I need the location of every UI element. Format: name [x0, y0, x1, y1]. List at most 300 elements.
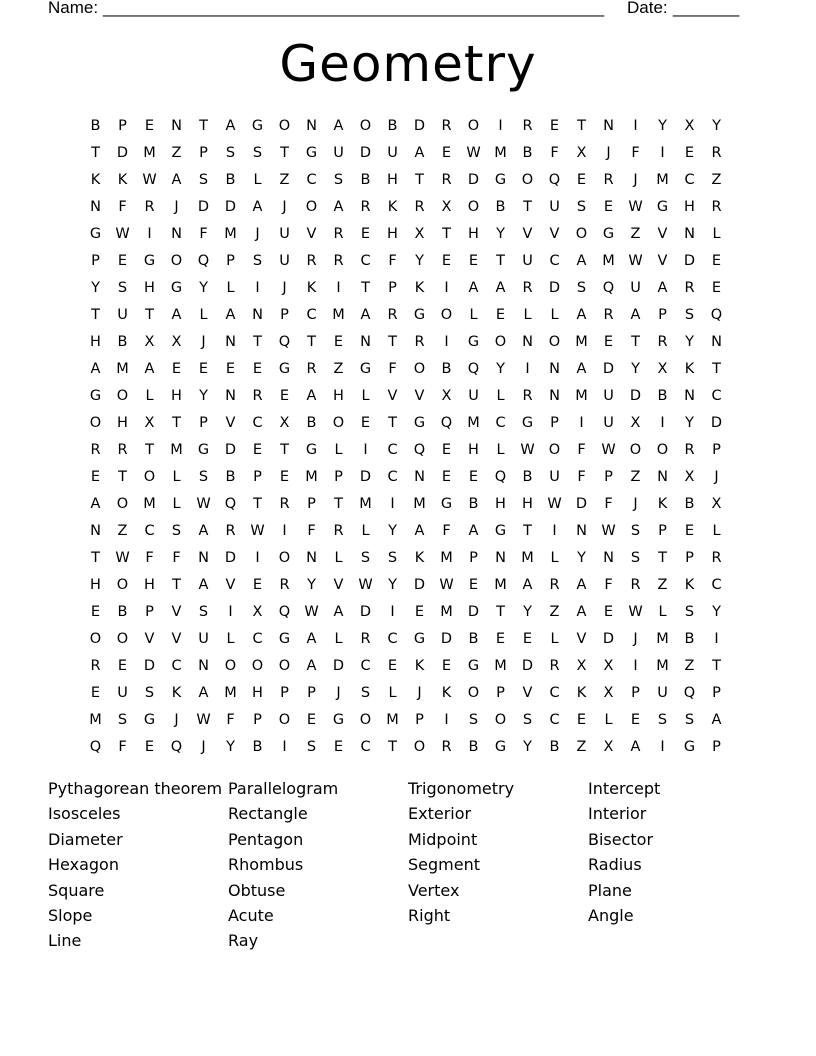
grid-letter[interactable]: H	[468, 441, 479, 458]
grid-letter[interactable]: R	[117, 441, 128, 458]
grid-letter[interactable]: S	[117, 711, 128, 728]
grid-letter[interactable]: X	[441, 198, 452, 215]
grid-letter[interactable]: W	[628, 603, 643, 620]
grid-letter[interactable]: C	[387, 468, 398, 485]
grid-letter[interactable]: X	[603, 738, 614, 755]
grid-letter[interactable]: S	[171, 522, 182, 539]
grid-letter[interactable]: G	[143, 711, 156, 728]
grid-letter[interactable]: O	[494, 333, 507, 350]
grid-letter[interactable]: V	[171, 603, 182, 620]
grid-letter[interactable]: M	[143, 495, 156, 512]
grid-letter[interactable]: O	[89, 414, 102, 431]
grid-letter[interactable]: T	[388, 738, 397, 755]
grid-letter[interactable]: N	[684, 387, 695, 404]
grid-letter[interactable]: S	[630, 549, 641, 566]
grid-letter[interactable]: I	[255, 549, 260, 566]
grid-letter[interactable]: V	[522, 684, 533, 701]
grid-letter[interactable]: T	[280, 144, 289, 161]
grid-letter[interactable]: G	[683, 738, 696, 755]
grid-letter[interactable]: N	[414, 468, 425, 485]
grid-letter[interactable]: T	[91, 144, 100, 161]
grid-letter[interactable]: Y	[496, 360, 505, 377]
grid-letter[interactable]: Z	[630, 468, 641, 485]
grid-letter[interactable]: A	[657, 279, 668, 296]
grid-letter[interactable]: O	[359, 711, 372, 728]
grid-letter[interactable]: G	[359, 360, 372, 377]
grid-letter[interactable]: A	[306, 630, 317, 647]
grid-letter[interactable]: A	[360, 306, 371, 323]
grid-letter[interactable]: A	[576, 360, 587, 377]
grid-letter[interactable]: D	[521, 657, 534, 674]
grid-letter[interactable]: S	[117, 279, 128, 296]
grid-letter[interactable]: P	[226, 252, 235, 269]
grid-letter[interactable]: B	[90, 117, 101, 134]
grid-letter[interactable]: M	[494, 144, 507, 161]
grid-letter[interactable]: O	[278, 117, 291, 134]
grid-letter[interactable]: J	[282, 279, 287, 296]
grid-letter[interactable]: V	[225, 576, 236, 593]
grid-letter[interactable]: E	[468, 468, 479, 485]
grid-letter[interactable]: M	[143, 144, 156, 161]
grid-letter[interactable]: P	[388, 279, 397, 296]
grid-letter[interactable]: C	[684, 171, 695, 188]
grid-letter[interactable]: C	[360, 657, 371, 674]
grid-letter[interactable]: M	[413, 495, 426, 512]
grid-letter[interactable]: G	[440, 495, 453, 512]
grid-letter[interactable]: A	[576, 576, 587, 593]
grid-letter[interactable]: O	[575, 225, 588, 242]
grid-letter[interactable]: A	[198, 576, 209, 593]
grid-letter[interactable]: E	[684, 144, 695, 161]
grid-letter[interactable]: X	[441, 387, 452, 404]
grid-letter[interactable]: Y	[712, 117, 721, 134]
grid-letter[interactable]: R	[441, 117, 452, 134]
grid-letter[interactable]: E	[198, 360, 209, 377]
grid-letter[interactable]: C	[387, 441, 398, 458]
grid-letter[interactable]: V	[657, 225, 668, 242]
grid-letter[interactable]: C	[171, 657, 182, 674]
grid-letter[interactable]: N	[360, 333, 371, 350]
grid-letter[interactable]: M	[575, 387, 588, 404]
grid-letter[interactable]: G	[278, 360, 291, 377]
grid-letter[interactable]: A	[333, 117, 344, 134]
grid-letter[interactable]: U	[279, 252, 290, 269]
grid-letter[interactable]: T	[388, 414, 397, 431]
grid-letter[interactable]: T	[442, 225, 451, 242]
grid-letter[interactable]: L	[469, 306, 478, 323]
grid-letter[interactable]: E	[252, 576, 263, 593]
grid-letter[interactable]: D	[359, 468, 372, 485]
grid-letter[interactable]: P	[658, 306, 667, 323]
grid-letter[interactable]: B	[117, 333, 128, 350]
grid-letter[interactable]: K	[576, 684, 587, 701]
grid-letter[interactable]: N	[252, 306, 263, 323]
grid-letter[interactable]: J	[417, 684, 422, 701]
grid-letter[interactable]: N	[711, 333, 722, 350]
grid-letter[interactable]: C	[252, 630, 263, 647]
grid-letter[interactable]: D	[413, 576, 426, 593]
grid-letter[interactable]: F	[118, 198, 127, 215]
grid-letter[interactable]: S	[198, 468, 209, 485]
grid-letter[interactable]: V	[522, 225, 533, 242]
grid-letter[interactable]: V	[333, 576, 344, 593]
grid-letter[interactable]: A	[414, 144, 425, 161]
grid-letter[interactable]: Z	[630, 225, 641, 242]
grid-letter[interactable]: Y	[523, 738, 532, 755]
grid-letter[interactable]: Y	[712, 603, 721, 620]
grid-letter[interactable]: M	[224, 684, 237, 701]
grid-letter[interactable]: X	[576, 657, 587, 674]
grid-letter[interactable]: D	[602, 630, 615, 647]
grid-letter[interactable]: K	[414, 279, 425, 296]
grid-letter[interactable]: C	[360, 252, 371, 269]
grid-letter[interactable]: B	[657, 387, 668, 404]
grid-letter[interactable]: O	[116, 576, 129, 593]
grid-letter[interactable]: M	[602, 252, 615, 269]
grid-letter[interactable]: R	[279, 495, 290, 512]
grid-letter[interactable]: W	[196, 711, 211, 728]
grid-letter[interactable]: R	[711, 144, 722, 161]
grid-letter[interactable]: L	[172, 495, 181, 512]
grid-letter[interactable]: E	[468, 576, 479, 593]
grid-letter[interactable]: C	[549, 252, 560, 269]
grid-letter[interactable]: E	[90, 468, 101, 485]
grid-letter[interactable]: T	[631, 333, 640, 350]
grid-letter[interactable]: A	[198, 522, 209, 539]
grid-letter[interactable]: D	[359, 144, 372, 161]
grid-letter[interactable]: W	[142, 171, 157, 188]
grid-letter[interactable]: V	[549, 225, 560, 242]
grid-letter[interactable]: J	[336, 684, 341, 701]
grid-letter[interactable]: X	[603, 657, 614, 674]
grid-letter[interactable]: Z	[549, 603, 560, 620]
grid-letter[interactable]: K	[306, 279, 317, 296]
grid-letter[interactable]: C	[495, 414, 506, 431]
grid-letter[interactable]: G	[413, 306, 426, 323]
grid-letter[interactable]: B	[225, 468, 236, 485]
grid-letter[interactable]: B	[468, 495, 479, 512]
grid-letter[interactable]: N	[306, 117, 317, 134]
grid-letter[interactable]: F	[145, 549, 154, 566]
grid-letter[interactable]: E	[441, 468, 452, 485]
grid-letter[interactable]: N	[90, 198, 101, 215]
grid-letter[interactable]: T	[145, 306, 154, 323]
grid-letter[interactable]: M	[89, 711, 102, 728]
grid-letter[interactable]: B	[549, 738, 560, 755]
grid-letter[interactable]: E	[252, 360, 263, 377]
grid-letter[interactable]: P	[712, 684, 721, 701]
grid-letter[interactable]: J	[201, 333, 206, 350]
grid-letter[interactable]: D	[548, 279, 561, 296]
grid-letter[interactable]: D	[197, 198, 210, 215]
grid-letter[interactable]: W	[628, 198, 643, 215]
grid-letter[interactable]: B	[684, 495, 695, 512]
grid-letter[interactable]: A	[90, 360, 101, 377]
grid-letter[interactable]: R	[549, 657, 560, 674]
grid-letter[interactable]: E	[90, 603, 101, 620]
grid-letter[interactable]: G	[413, 630, 426, 647]
grid-letter[interactable]: D	[467, 171, 480, 188]
grid-letter[interactable]: A	[90, 495, 101, 512]
grid-letter[interactable]: W	[601, 522, 616, 539]
grid-letter[interactable]: D	[224, 549, 237, 566]
grid-letter[interactable]: Y	[523, 603, 532, 620]
grid-letter[interactable]: R	[414, 333, 425, 350]
grid-letter[interactable]: K	[684, 360, 695, 377]
grid-letter[interactable]: Y	[91, 279, 100, 296]
grid-letter[interactable]: X	[414, 225, 425, 242]
grid-letter[interactable]: M	[359, 495, 372, 512]
grid-letter[interactable]: V	[414, 387, 425, 404]
grid-letter[interactable]: O	[440, 306, 453, 323]
grid-letter[interactable]: I	[633, 117, 638, 134]
grid-letter[interactable]: G	[656, 198, 669, 215]
grid-letter[interactable]: X	[657, 360, 668, 377]
grid-letter[interactable]: E	[333, 333, 344, 350]
grid-letter[interactable]: E	[360, 414, 371, 431]
grid-letter[interactable]: G	[305, 144, 318, 161]
grid-letter[interactable]: E	[522, 630, 533, 647]
grid-letter[interactable]: I	[228, 603, 233, 620]
grid-letter[interactable]: S	[684, 603, 695, 620]
grid-letter[interactable]: F	[631, 144, 640, 161]
grid-letter[interactable]: Q	[278, 333, 291, 350]
grid-letter[interactable]: A	[171, 171, 182, 188]
grid-letter[interactable]: M	[494, 657, 507, 674]
grid-letter[interactable]: O	[656, 441, 669, 458]
grid-letter[interactable]: A	[225, 117, 236, 134]
grid-letter[interactable]: N	[549, 360, 560, 377]
grid-letter[interactable]: R	[144, 198, 155, 215]
grid-letter[interactable]: D	[332, 657, 345, 674]
grid-letter[interactable]: X	[684, 117, 695, 134]
grid-letter[interactable]: A	[144, 360, 155, 377]
grid-letter[interactable]: C	[306, 306, 317, 323]
grid-letter[interactable]: B	[522, 468, 533, 485]
grid-letter[interactable]: U	[117, 684, 128, 701]
grid-letter[interactable]: O	[359, 117, 372, 134]
grid-letter[interactable]: J	[633, 630, 638, 647]
grid-letter[interactable]: Q	[467, 360, 480, 377]
grid-letter[interactable]: F	[577, 468, 586, 485]
grid-letter[interactable]: V	[306, 225, 317, 242]
grid-letter[interactable]: B	[468, 630, 479, 647]
grid-letter[interactable]: S	[360, 549, 371, 566]
grid-letter[interactable]: A	[495, 279, 506, 296]
grid-letter[interactable]: T	[712, 657, 721, 674]
grid-letter[interactable]: N	[306, 549, 317, 566]
grid-letter[interactable]: A	[468, 522, 479, 539]
grid-letter[interactable]: J	[174, 198, 179, 215]
grid-letter[interactable]: T	[199, 117, 208, 134]
grid-letter[interactable]: L	[361, 387, 370, 404]
grid-letter[interactable]: E	[603, 198, 614, 215]
grid-letter[interactable]: F	[442, 522, 451, 539]
grid-letter[interactable]: O	[278, 549, 291, 566]
grid-letter[interactable]: E	[630, 711, 641, 728]
grid-letter[interactable]: O	[251, 657, 264, 674]
grid-letter[interactable]: G	[305, 441, 318, 458]
grid-letter[interactable]: O	[89, 630, 102, 647]
grid-letter[interactable]: L	[334, 630, 343, 647]
grid-letter[interactable]: Q	[683, 684, 696, 701]
grid-letter[interactable]: P	[307, 495, 316, 512]
grid-letter[interactable]: N	[603, 117, 614, 134]
grid-letter[interactable]: R	[630, 576, 641, 593]
grid-letter[interactable]: A	[711, 711, 722, 728]
grid-letter[interactable]: H	[90, 333, 101, 350]
grid-letter[interactable]: L	[658, 603, 667, 620]
grid-letter[interactable]: P	[253, 711, 262, 728]
grid-letter[interactable]: E	[144, 117, 155, 134]
grid-letter[interactable]: R	[522, 117, 533, 134]
grid-letter[interactable]: G	[494, 522, 507, 539]
grid-letter[interactable]: C	[549, 711, 560, 728]
grid-letter[interactable]: Y	[631, 360, 640, 377]
grid-letter[interactable]: T	[91, 306, 100, 323]
grid-letter[interactable]: R	[360, 198, 371, 215]
grid-letter[interactable]: B	[306, 414, 317, 431]
grid-letter[interactable]: S	[225, 144, 236, 161]
grid-letter[interactable]: I	[147, 225, 152, 242]
grid-letter[interactable]: Y	[496, 225, 505, 242]
grid-letter[interactable]: R	[306, 360, 317, 377]
grid-letter[interactable]: K	[657, 495, 668, 512]
grid-letter[interactable]: H	[522, 495, 533, 512]
grid-letter[interactable]: O	[170, 252, 183, 269]
grid-letter[interactable]: Y	[388, 576, 397, 593]
grid-letter[interactable]: Y	[226, 738, 235, 755]
grid-letter[interactable]: Q	[602, 279, 615, 296]
grid-letter[interactable]: Y	[658, 117, 667, 134]
grid-letter[interactable]: R	[333, 522, 344, 539]
grid-letter[interactable]: O	[143, 468, 156, 485]
grid-letter[interactable]: E	[576, 171, 587, 188]
grid-letter[interactable]: D	[440, 630, 453, 647]
grid-letter[interactable]: B	[252, 738, 263, 755]
grid-letter[interactable]: E	[711, 279, 722, 296]
grid-letter[interactable]: Q	[440, 414, 453, 431]
grid-letter[interactable]: L	[496, 387, 505, 404]
grid-letter[interactable]: A	[333, 198, 344, 215]
grid-letter[interactable]: I	[498, 117, 503, 134]
grid-letter[interactable]: R	[306, 252, 317, 269]
grid-letter[interactable]: E	[549, 117, 560, 134]
grid-letter[interactable]: B	[522, 144, 533, 161]
grid-letter[interactable]: I	[660, 414, 665, 431]
grid-letter[interactable]: E	[333, 738, 344, 755]
grid-letter[interactable]: G	[170, 279, 183, 296]
grid-letter[interactable]: G	[467, 333, 480, 350]
grid-letter[interactable]: H	[144, 279, 155, 296]
grid-letter[interactable]: G	[494, 171, 507, 188]
grid-letter[interactable]: W	[358, 576, 373, 593]
grid-letter[interactable]: C	[387, 630, 398, 647]
grid-letter[interactable]: U	[549, 198, 560, 215]
grid-letter[interactable]: Z	[711, 171, 722, 188]
grid-letter[interactable]: R	[522, 387, 533, 404]
grid-letter[interactable]: V	[171, 630, 182, 647]
grid-letter[interactable]: X	[279, 414, 290, 431]
grid-letter[interactable]: F	[388, 252, 397, 269]
grid-letter[interactable]: L	[199, 306, 208, 323]
grid-letter[interactable]: U	[603, 414, 614, 431]
grid-letter[interactable]: L	[172, 468, 181, 485]
grid-letter[interactable]: P	[415, 711, 424, 728]
grid-letter[interactable]: I	[579, 414, 584, 431]
grid-letter[interactable]: S	[198, 603, 209, 620]
grid-letter[interactable]: B	[117, 603, 128, 620]
grid-letter[interactable]: G	[89, 225, 102, 242]
grid-letter[interactable]: R	[711, 198, 722, 215]
grid-letter[interactable]: F	[604, 495, 613, 512]
grid-letter[interactable]: S	[198, 171, 209, 188]
grid-letter[interactable]: B	[495, 198, 506, 215]
grid-letter[interactable]: O	[305, 198, 318, 215]
grid-letter[interactable]: E	[684, 522, 695, 539]
grid-letter[interactable]: Q	[170, 738, 183, 755]
grid-letter[interactable]: J	[633, 171, 638, 188]
grid-letter[interactable]: U	[198, 630, 209, 647]
grid-letter[interactable]: M	[440, 603, 453, 620]
grid-letter[interactable]: A	[522, 576, 533, 593]
grid-letter[interactable]: E	[495, 630, 506, 647]
grid-letter[interactable]: T	[118, 468, 127, 485]
grid-letter[interactable]: P	[307, 684, 316, 701]
grid-letter[interactable]: Y	[685, 333, 694, 350]
grid-letter[interactable]: A	[576, 603, 587, 620]
grid-letter[interactable]: A	[198, 684, 209, 701]
grid-letter[interactable]: C	[252, 414, 263, 431]
grid-letter[interactable]: J	[633, 495, 638, 512]
grid-letter[interactable]: T	[334, 495, 343, 512]
grid-letter[interactable]: G	[494, 738, 507, 755]
grid-letter[interactable]: S	[252, 144, 263, 161]
grid-letter[interactable]: O	[548, 333, 561, 350]
grid-letter[interactable]: R	[279, 576, 290, 593]
grid-letter[interactable]: Y	[307, 576, 316, 593]
grid-letter[interactable]: P	[199, 414, 208, 431]
grid-letter[interactable]: F	[226, 711, 235, 728]
grid-letter[interactable]: M	[494, 576, 507, 593]
grid-letter[interactable]: D	[224, 441, 237, 458]
grid-letter[interactable]: D	[683, 252, 696, 269]
grid-letter[interactable]: R	[603, 171, 614, 188]
grid-letter[interactable]: Z	[279, 171, 290, 188]
grid-letter[interactable]: D	[467, 603, 480, 620]
grid-letter[interactable]: O	[467, 117, 480, 134]
grid-letter[interactable]: I	[363, 441, 368, 458]
grid-letter[interactable]: E	[225, 360, 236, 377]
grid-letter[interactable]: Y	[685, 414, 694, 431]
grid-letter[interactable]: A	[630, 306, 641, 323]
grid-letter[interactable]: S	[468, 711, 479, 728]
grid-letter[interactable]: N	[198, 549, 209, 566]
grid-letter[interactable]: N	[603, 549, 614, 566]
grid-letter[interactable]: M	[656, 657, 669, 674]
grid-letter[interactable]: Q	[89, 738, 102, 755]
grid-letter[interactable]: B	[360, 171, 371, 188]
grid-letter[interactable]: I	[552, 522, 557, 539]
grid-letter[interactable]: S	[360, 684, 371, 701]
grid-letter[interactable]: R	[522, 279, 533, 296]
grid-letter[interactable]: X	[603, 684, 614, 701]
grid-letter[interactable]: H	[171, 387, 182, 404]
grid-letter[interactable]: R	[387, 306, 398, 323]
grid-letter[interactable]: Y	[388, 522, 397, 539]
grid-letter[interactable]: Q	[413, 441, 426, 458]
grid-letter[interactable]: T	[91, 549, 100, 566]
